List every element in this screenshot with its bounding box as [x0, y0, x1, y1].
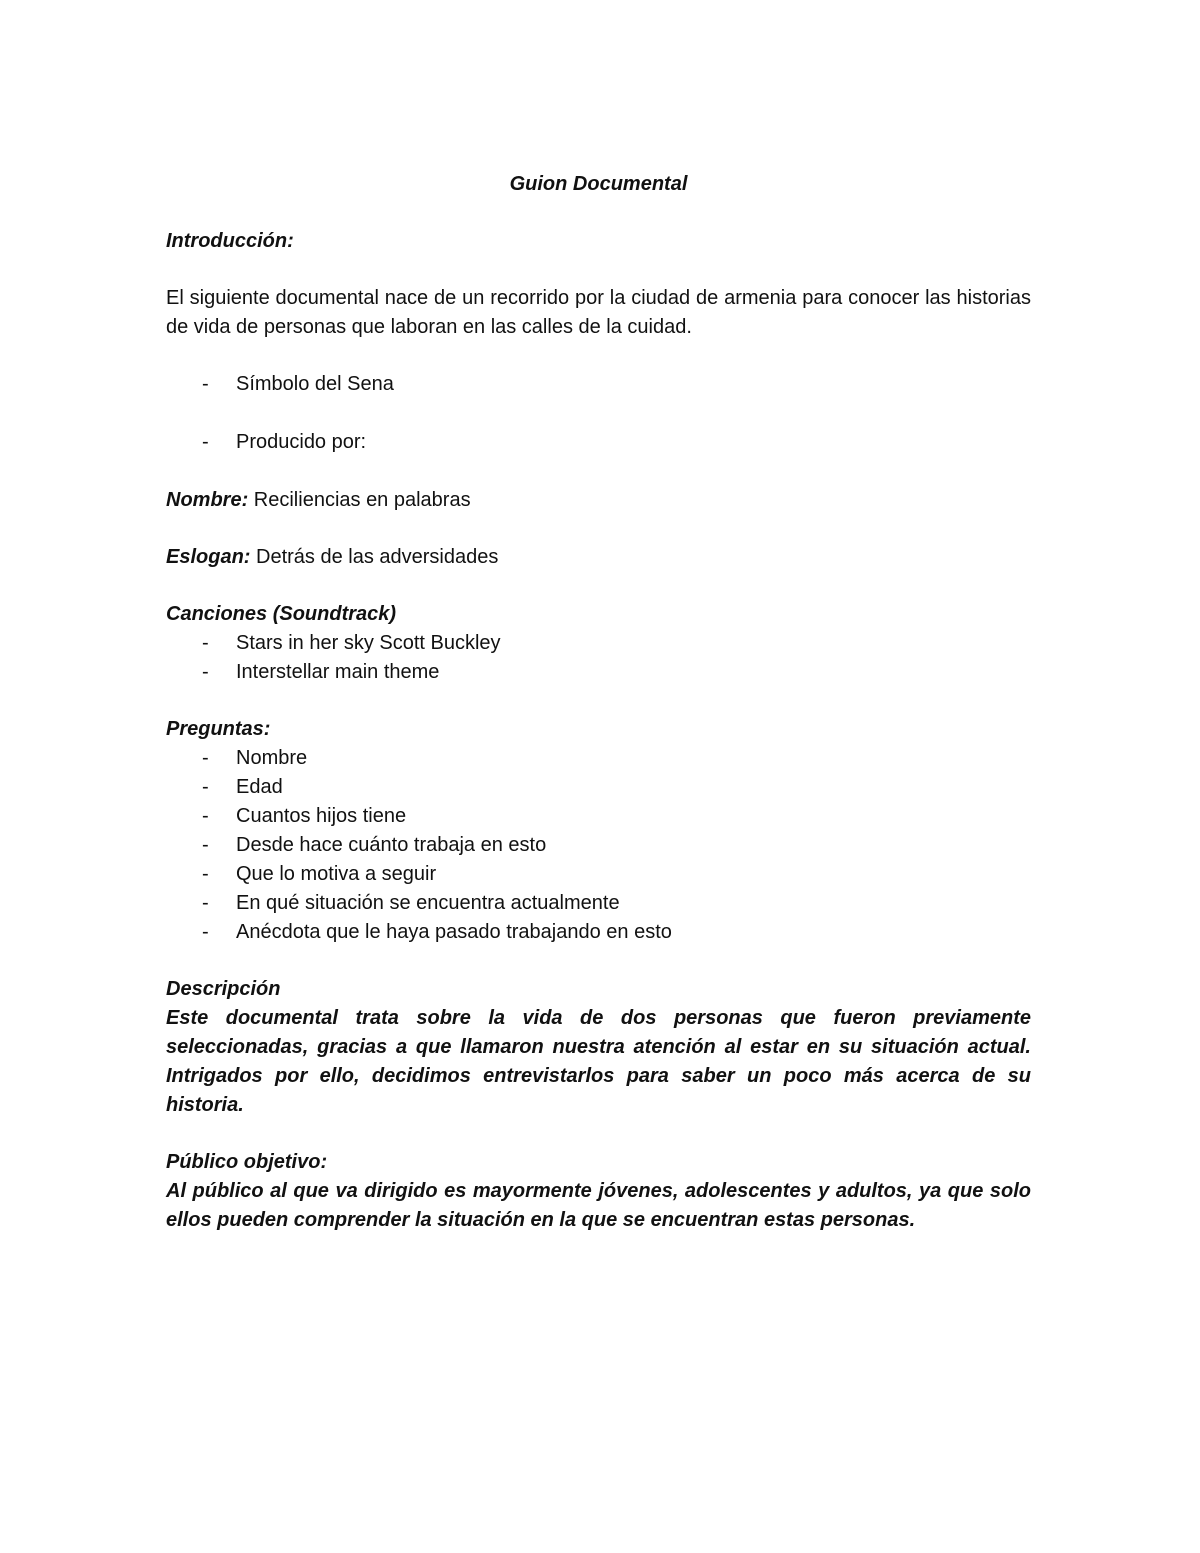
bullet-dash: -: [202, 921, 209, 943]
spacer: [166, 687, 1031, 715]
bullet-dash: -: [202, 834, 209, 856]
spacer: [166, 947, 1031, 975]
preguntas-list: [166, 744, 1031, 947]
bullet-dash: -: [202, 373, 209, 395]
question-item: Anécdota que le haya pasado trabajando en esto: [236, 921, 672, 943]
list-item: [166, 658, 1031, 687]
list-item: [166, 773, 1031, 802]
list-item: [166, 918, 1031, 947]
eslogan-value: Detrás de las adversidades: [256, 546, 499, 568]
eslogan-line: [166, 543, 1031, 572]
document-body: [166, 170, 1031, 1235]
bullet-dash: -: [202, 632, 209, 654]
publico-heading: Público objetivo:: [166, 1151, 328, 1173]
spacer: [166, 572, 1031, 600]
credits-list: [166, 370, 1031, 457]
list-item: [166, 428, 1031, 457]
canciones-list: [166, 629, 1031, 687]
list-item: [166, 802, 1031, 831]
bullet-dash: -: [202, 892, 209, 914]
question-item: En qué situación se encuentra actualmente: [236, 892, 620, 914]
document-title: Guion Documental: [509, 173, 688, 195]
spacer: [166, 1120, 1031, 1148]
song-item: Stars in her sky Scott Buckley: [236, 632, 501, 654]
question-item: Edad: [236, 776, 283, 798]
bullet-dash: -: [202, 863, 209, 885]
song-item: Interstellar main theme: [236, 661, 440, 683]
spacer: [166, 342, 1031, 370]
nombre-line: [166, 486, 1031, 515]
nombre-value: Reciliencias en palabras: [253, 489, 471, 511]
question-item: Cuantos hijos tiene: [236, 805, 407, 827]
question-item: Desde hace cuánto trabaja en esto: [236, 834, 547, 856]
preguntas-heading: Preguntas:: [166, 718, 271, 740]
credit-producido: Producido por:: [236, 431, 367, 453]
list-item: [166, 889, 1031, 918]
nombre-label: Nombre:: [166, 489, 249, 511]
question-item: Nombre: [236, 747, 308, 769]
list-item: [166, 629, 1031, 658]
bullet-dash: -: [202, 431, 209, 453]
descripcion-heading: Descripción: [166, 978, 281, 1000]
list-item: [166, 744, 1031, 773]
credit-simbolo: Símbolo del Sena: [236, 373, 394, 395]
canciones-heading: Canciones (Soundtrack): [166, 603, 397, 625]
list-item: [166, 831, 1031, 860]
publico-text: Al público al que va dirigido es mayormente jóvenes, adolescentes y adultos, ya que solo ellos pueden comprender la situación en la que se encuentran estas personas.: [166, 1180, 1031, 1231]
spacer: [166, 515, 1031, 543]
list-item: [166, 860, 1031, 889]
intro-text: El siguiente documental nace de un recorrido por la ciudad de armenia para conocer las historias de vida de personas que laboran en las calles de la cuidad.: [166, 287, 1031, 338]
eslogan-label: Eslogan:: [166, 546, 251, 568]
bullet-dash: -: [202, 661, 209, 683]
bullet-dash: -: [202, 776, 209, 798]
question-item: Que lo motiva a seguir: [236, 863, 437, 885]
descripcion-text: Este documental trata sobre la vida de dos personas que fueron previamente seleccionadas, gracias a que llamaron nuestra atención al estar en su situación actual. Intrigados por ello, decidimos entrevistarlos para saber un poco más acerca de su historia.: [166, 1007, 1031, 1116]
bullet-dash: -: [202, 805, 209, 827]
intro-heading: Introducción:: [166, 230, 294, 252]
list-item: [166, 370, 1031, 399]
spacer: [166, 256, 1031, 284]
bullet-dash: -: [202, 747, 209, 769]
